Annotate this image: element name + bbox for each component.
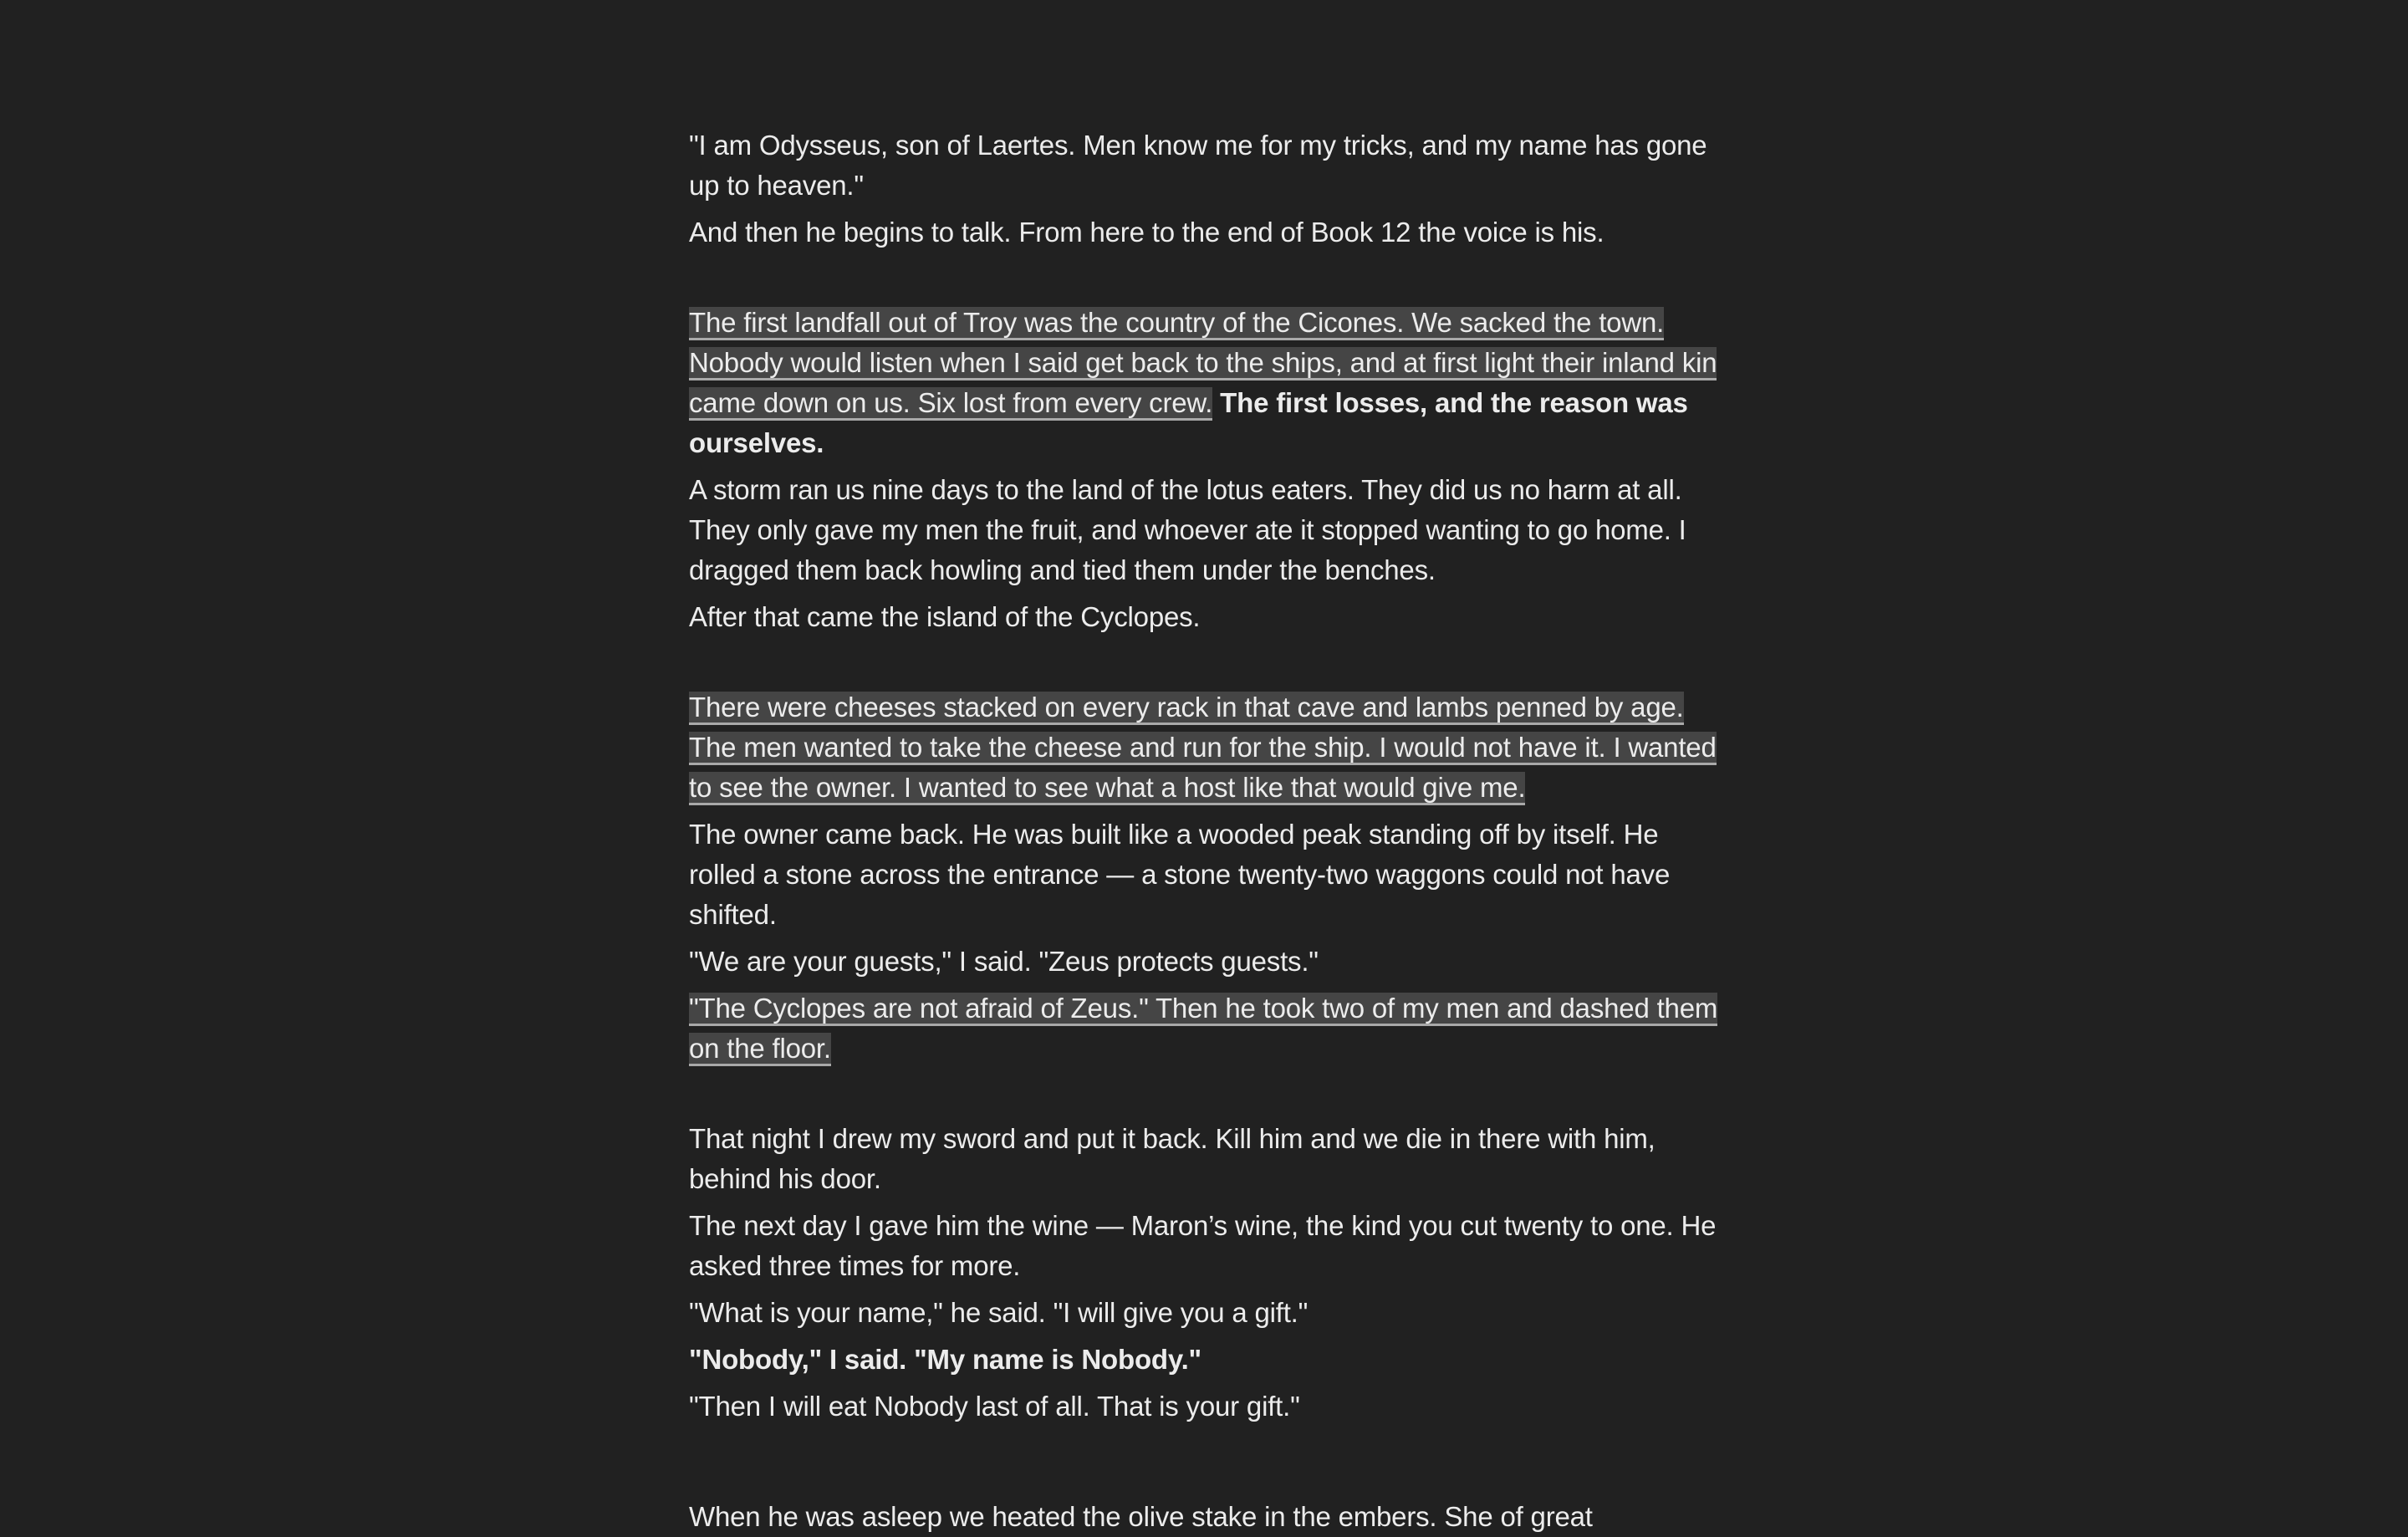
highlight[interactable]: "The Cyclopes are not afraid of Zeus." Then he took two of my men and dashed them on the floor. (689, 993, 1717, 1066)
paragraph: "We are your guests," I said. "Zeus protects guests." (689, 946, 1319, 977)
paragraph: That night I drew my sword and put it back. Kill him and we die in there with him, behind his door. (689, 1123, 1656, 1194)
paragraph (689, 303, 1726, 463)
bold-paragraph: "Nobody," I said. "My name is Nobody." (689, 1344, 1202, 1375)
paragraph: "What is your name," he said. "I will give you a gift." (689, 1297, 1309, 1328)
paragraph (689, 988, 1726, 1069)
paragraph: A storm ran us nine days to the land of the lotus eaters. They did us no harm at all. They only gave my men the fruit, and whoever ate it stopped wanting to go home. I dragged them back howling and tied them under the benches. (689, 474, 1686, 585)
paragraph (689, 687, 1726, 808)
paragraph: And then he begins to talk. From here to the end of Book 12 the voice is his. (689, 217, 1604, 248)
bold-text: The first losses, and the reason was ourselves. (689, 387, 1688, 458)
highlight[interactable]: The first landfall out of Troy was the country of the Cicones. We sacked the town. Nobody would listen when I said get back to the ships, and at first light their inland kin came down on us. Six lost from every crew. (689, 307, 1717, 421)
reader-content (689, 125, 1726, 1532)
highlight[interactable]: There were cheeses stacked on every rack in that cave and lambs penned by age. The men wanted to take the cheese and run for the ship. I would not have it. I wanted to see the owner. I wanted to see what a host like that would give me. (689, 692, 1717, 805)
paragraph: The next day I gave him the wine — Maron’s wine, the kind you cut twenty to one. He asked three times for more. (689, 1210, 1717, 1281)
paragraph: "I am Odysseus, son of Laertes. Men know me for my tricks, and my name has gone up to heaven." (689, 130, 1707, 201)
paragraph: The owner came back. He was built like a wooded peak standing off by itself. He rolled a stone across the entrance — a stone twenty-two waggons could not have shifted. (689, 819, 1671, 930)
paragraph-cut-off: When he was asleep we heated the olive stake in the embers. She of great (689, 1501, 1593, 1532)
paragraph: After that came the island of the Cyclopes. (689, 601, 1201, 632)
paragraph: "Then I will eat Nobody last of all. That is your gift." (689, 1391, 1300, 1422)
